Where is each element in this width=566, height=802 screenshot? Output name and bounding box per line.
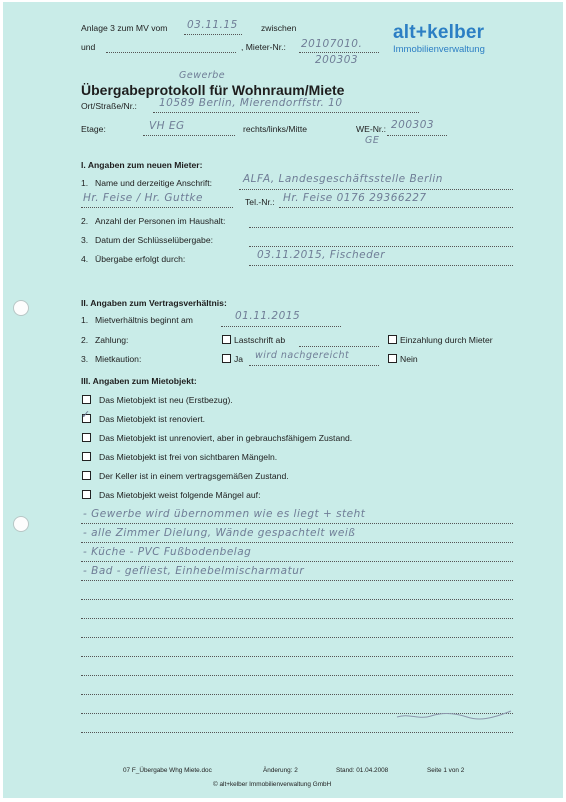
footer-page: Seite 1 von 2	[427, 767, 465, 774]
logo-name: alt+kelber	[393, 22, 485, 43]
s1-item3-label: Datum der Schlüsselübergabe:	[95, 235, 213, 245]
kaution-nein-label: Nein	[400, 354, 418, 364]
mieter-nr-label: , Mieter-Nr.:	[241, 42, 286, 52]
s1-item4-value: 03.11.2015, Fischeder	[257, 249, 386, 261]
kaution-note: wird nachgereicht	[255, 350, 350, 361]
kaution-nein-checkbox[interactable]	[388, 354, 397, 363]
footer-stand: Stand: 01.04.2008	[336, 767, 389, 774]
und-label: und	[81, 42, 96, 52]
defect-line-1: - Gewerbe wird übernommen wie es liegt + steht	[83, 508, 366, 520]
kaution-ja-label: Ja	[234, 354, 244, 364]
s3-check-3[interactable]	[82, 433, 91, 442]
ort-value: 10589 Berlin, Mierendorffstr. 10	[159, 97, 343, 109]
footer-change: Änderung: 2	[263, 767, 298, 774]
s3-item-3: Das Mietobjekt ist unrenoviert, aber in gebrauchsfähigem Zustand.	[99, 433, 353, 443]
section-2-heading: II. Angaben zum Vertragsverhältnis:	[81, 298, 227, 308]
s3-item-2: Das Mietobjekt ist renoviert.	[99, 414, 206, 424]
punch-hole-top	[13, 300, 29, 316]
section-3-heading: III. Angaben zum Mietobjekt:	[81, 376, 197, 386]
s3-item-4: Das Mietobjekt ist frei von sichtbaren Mängeln.	[99, 452, 278, 462]
anlage-date: 03.11.15	[187, 19, 238, 31]
s1-item1-value: ALFA, Landesgeschäftsstelle Berlin	[243, 173, 443, 185]
mieter-nr-value: 20107010.	[301, 38, 363, 50]
etage-value: VH EG	[149, 120, 185, 132]
lastschrift-checkbox[interactable]	[222, 335, 231, 344]
s1-item4-num: 4.	[81, 254, 89, 264]
s3-check-2-mark: ✓	[81, 409, 91, 421]
s2-item2-num: 2.	[81, 335, 89, 345]
s3-check-6[interactable]	[82, 490, 91, 499]
company-logo	[393, 22, 485, 55]
s3-check-1[interactable]	[82, 395, 91, 404]
defect-line-2: - alle Zimmer Dielung, Wände gespachtelt weiß	[83, 527, 356, 539]
s3-item-5: Der Keller ist in einem vertragsgemäßen Zustand.	[99, 471, 289, 481]
s2-item3-num: 3.	[81, 354, 89, 364]
s2-item1-value: 01.11.2015	[235, 310, 301, 322]
punch-hole-bottom	[13, 516, 29, 532]
handwritten-strike	[395, 707, 515, 723]
s1-item3-num: 3.	[81, 235, 89, 245]
s2-item2-label: Zahlung:	[95, 335, 129, 345]
anlage-label: Anlage 3 zum MV vom	[81, 23, 168, 33]
s3-check-5[interactable]	[82, 471, 91, 480]
tel-value: Hr. Feise 0176 29366227	[283, 192, 427, 204]
s1-item1-label: Name und derzeitige Anschrift:	[95, 178, 213, 188]
s1-item4-label: Übergabe erfolgt durch:	[95, 254, 186, 264]
form-page	[3, 2, 563, 798]
etage-label: Etage:	[81, 124, 106, 134]
s3-item-1: Das Mietobjekt ist neu (Erstbezug).	[99, 395, 233, 405]
we-label: WE-Nr.:	[356, 124, 387, 134]
title-note: Gewerbe	[179, 70, 226, 81]
s2-item1-label: Mietverhältnis beginnt am	[95, 315, 193, 325]
logo-subtitle: Immobilienverwaltung	[393, 44, 485, 55]
kaution-ja-checkbox[interactable]	[222, 354, 231, 363]
s1-item1-num: 1.	[81, 178, 89, 188]
lastschrift-label: Lastschrift ab	[234, 335, 286, 345]
s1-item2-num: 2.	[81, 216, 89, 226]
s3-check-4[interactable]	[82, 452, 91, 461]
s3-item-6: Das Mietobjekt weist folgende Mängel auf:	[99, 490, 261, 500]
s1-item2-label: Anzahl der Personen im Haushalt:	[95, 216, 226, 226]
page-title: Übergabeprotokoll für Wohnraum/Miete	[81, 82, 345, 98]
footer-file: 07 F_Übergabe Whg Miete.doc	[123, 767, 212, 774]
einzahlung-checkbox[interactable]	[388, 335, 397, 344]
zwischen-label: zwischen	[261, 23, 297, 33]
s1-item1-value-2: Hr. Feise / Hr. Guttke	[83, 192, 203, 204]
we-note: GE	[365, 135, 380, 146]
s2-item1-num: 1.	[81, 315, 89, 325]
defect-line-4: - Bad - gefliest, Einhebelmischarmatur	[83, 565, 305, 577]
lage-label: rechts/links/Mitte	[243, 124, 307, 134]
section-1-heading: I. Angaben zum neuen Mieter:	[81, 160, 203, 170]
s2-item3-label: Mietkaution:	[95, 354, 142, 364]
we-value: 200303	[391, 119, 435, 131]
tel-label: Tel.-Nr.:	[245, 197, 275, 207]
einzahlung-label: Einzahlung durch Mieter	[400, 335, 493, 345]
defect-line-3: - Küche - PVC Fußbodenbelag	[83, 546, 252, 558]
ort-label: Ort/Straße/Nr.:	[81, 101, 137, 111]
mieter-nr-value-2: 200303	[315, 54, 359, 66]
footer-copyright: © alt+kelber Immobilienverwaltung GmbH	[213, 781, 332, 788]
